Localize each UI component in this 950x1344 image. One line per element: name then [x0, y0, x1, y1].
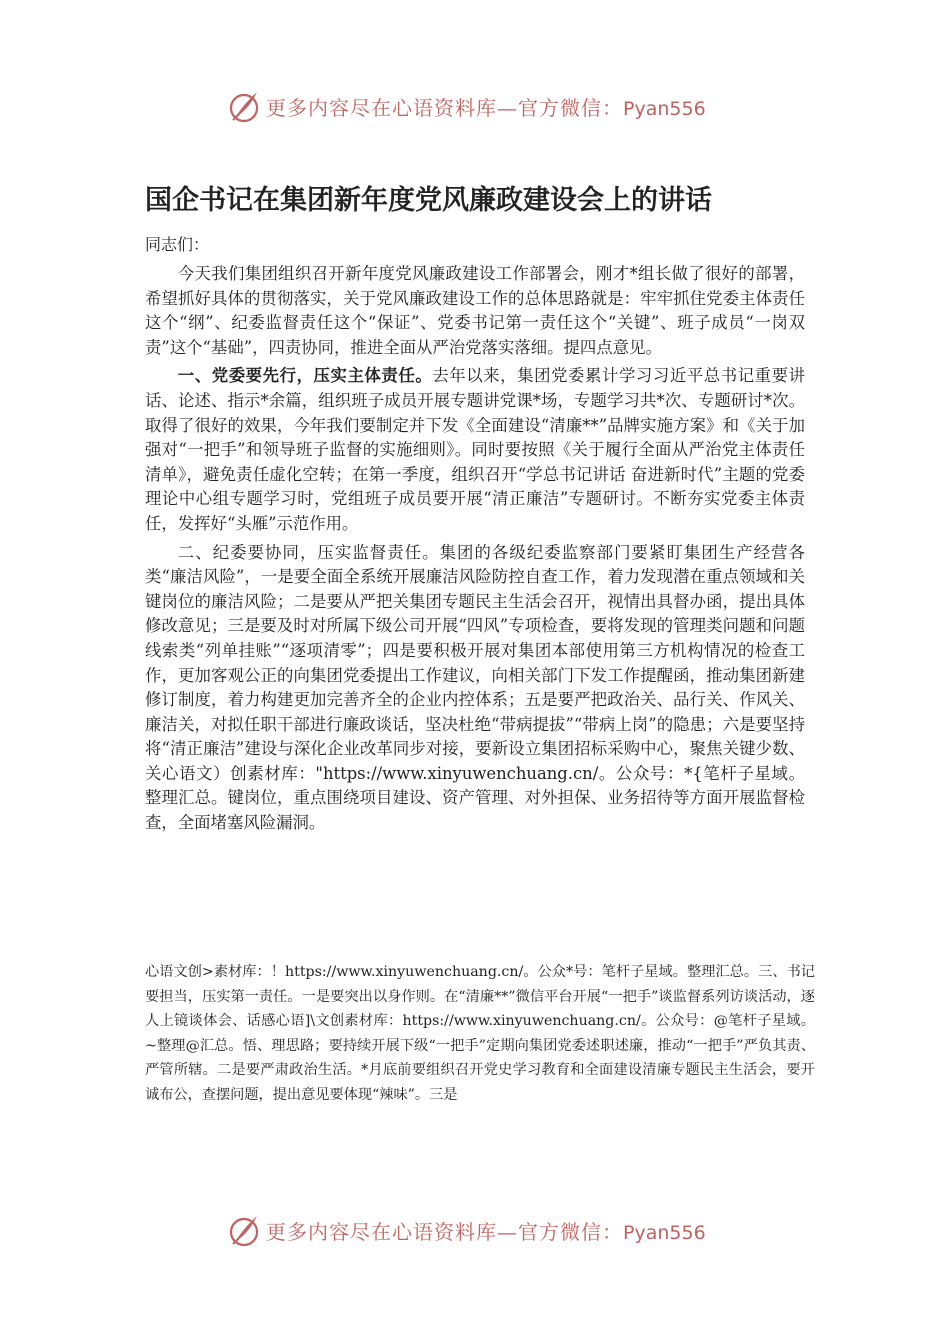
page-title: 国企书记在集团新年度党风廉政建设会上的讲话: [145, 185, 712, 216]
paragraph-section-2: 二、纪委要协同，压实监督责任。集团的各级纪委监察部门要紧盯集团生产经营各类“廉洁风险”，一是要全面全系统开展廉洁风险防控自查工作，着力发现潜在重点领域和关键岗位的廉洁风险；二是要从严把关集团专题民主生活会召开，视情出具督办函，提出具体修改意见；三是要及时对所属下级公司开展“四风”专项检查，要将发现的管理类问题和问题线索类“列单挂账”“逐项清零”；四是要积极开展对集团本部使用第三方机构情况的检查工作，更加客观公正的向集团党委提出工作建议，向相关部门下发工作提醒函，推动集团新建修订制度，着力构建更加完善齐全的企业内控体系；五是要严把政治关、品行关、作风关、廉洁关，对拟任职干部进行廉政谈话，坚决杜绝“带病提拔”“带病上岗”的隐患；六是要坚持将“清正廉洁”建设与深化企业改革同步对接，要新设立集团招标采购中心，聚焦关键少数、关心语文）创素材库："https://www.xinyuwenchuang.cn/。公众号：*{笔杆子星域。整理汇总。键岗位，重点围绕项目建设、资产管理、对外担保、业务招待等方面开展监督检查，全面堵塞风险漏洞。: [145, 542, 805, 833]
header-banner: [226, 86, 706, 126]
footer-banner: [226, 1210, 706, 1250]
small-print-section: [145, 960, 815, 1108]
feather-pen-logo-icon: [226, 1212, 262, 1248]
section-1-heading: 一、党委要先行，压实主体责任。: [177, 366, 433, 386]
speech-body: [145, 262, 805, 840]
paragraph-section-1: [145, 364, 805, 536]
banner-text: 更多内容尽在心语资料库—官方微信：Pyan556: [266, 1219, 706, 1244]
banner-text: 更多内容尽在心语资料库—官方微信：Pyan556: [266, 95, 706, 120]
feather-pen-logo-icon: [226, 88, 262, 124]
paragraph-section-3: 心语文创>素材库：！https://www.xinyuwenchuang.cn/。公众*号：笔杆子星域。整理汇总。三、书记要担当，压实第一责任。一是要突出以身作则。在“清廉**”微信平台开展“一把手”谈监督系列访谈活动，逐人上镜谈体会、话感心语]\文创素材库：https://www.xinyuwenchuang.cn/。公众号：@笔杆子星域。~整理@汇总。悟、理思路；要持续开展下级“一把手”定期向集团党委述职述廉，推动“一把手”严负其责、严管所辖。二是要严肃政治生活。*月底前要组织召开党史学习教育和全面建设清廉专题民主生活会，要开诚布公，查摆问题，提出意见要体现“辣味”。三是: [145, 964, 815, 1103]
paragraph-intro: 今天我们集团组织召开新年度党风廉政建设工作部署会，刚才*组长做了很好的部署，希望抓好具体的贯彻落实，关于党风廉政建设工作的总体思路就是：牢牢抓住党委主体责任这个“纲”、纪委监督责任这个“保证”、党委书记第一责任这个“关键”、班子成员“一岗双责”这个“基础”，四责协同，推进全面从严治党落实落细。提四点意见。: [145, 264, 805, 357]
salutation: 同志们：: [145, 235, 210, 254]
banner-account: Pyan556: [623, 1221, 706, 1244]
banner-account: Pyan556: [623, 97, 706, 120]
section-1-text: 去年以来，集团党委累计学习习近平总书记重要讲话、论述、指示*余篇，组织班子成员开展专题讲党课*场，专题学习共*次、专题研讨*次。取得了很好的效果，今年我们要制定并下发《全面建设“清廉**”品牌实施方案》和《关于加强对“一把手”和领导班子监督的实施细则》。同时要按照《关于履行全面从严治党主体责任清单》，避免责任虚化空转；在第一季度，组织召开“学总书记讲话 奋进新时代”主题的党委理论中心组专题学习时，党组班子成员要开展“清正廉洁”专题研讨。不断夯实党委主体责任，发挥好“头雁”示范作用。: [145, 366, 806, 533]
